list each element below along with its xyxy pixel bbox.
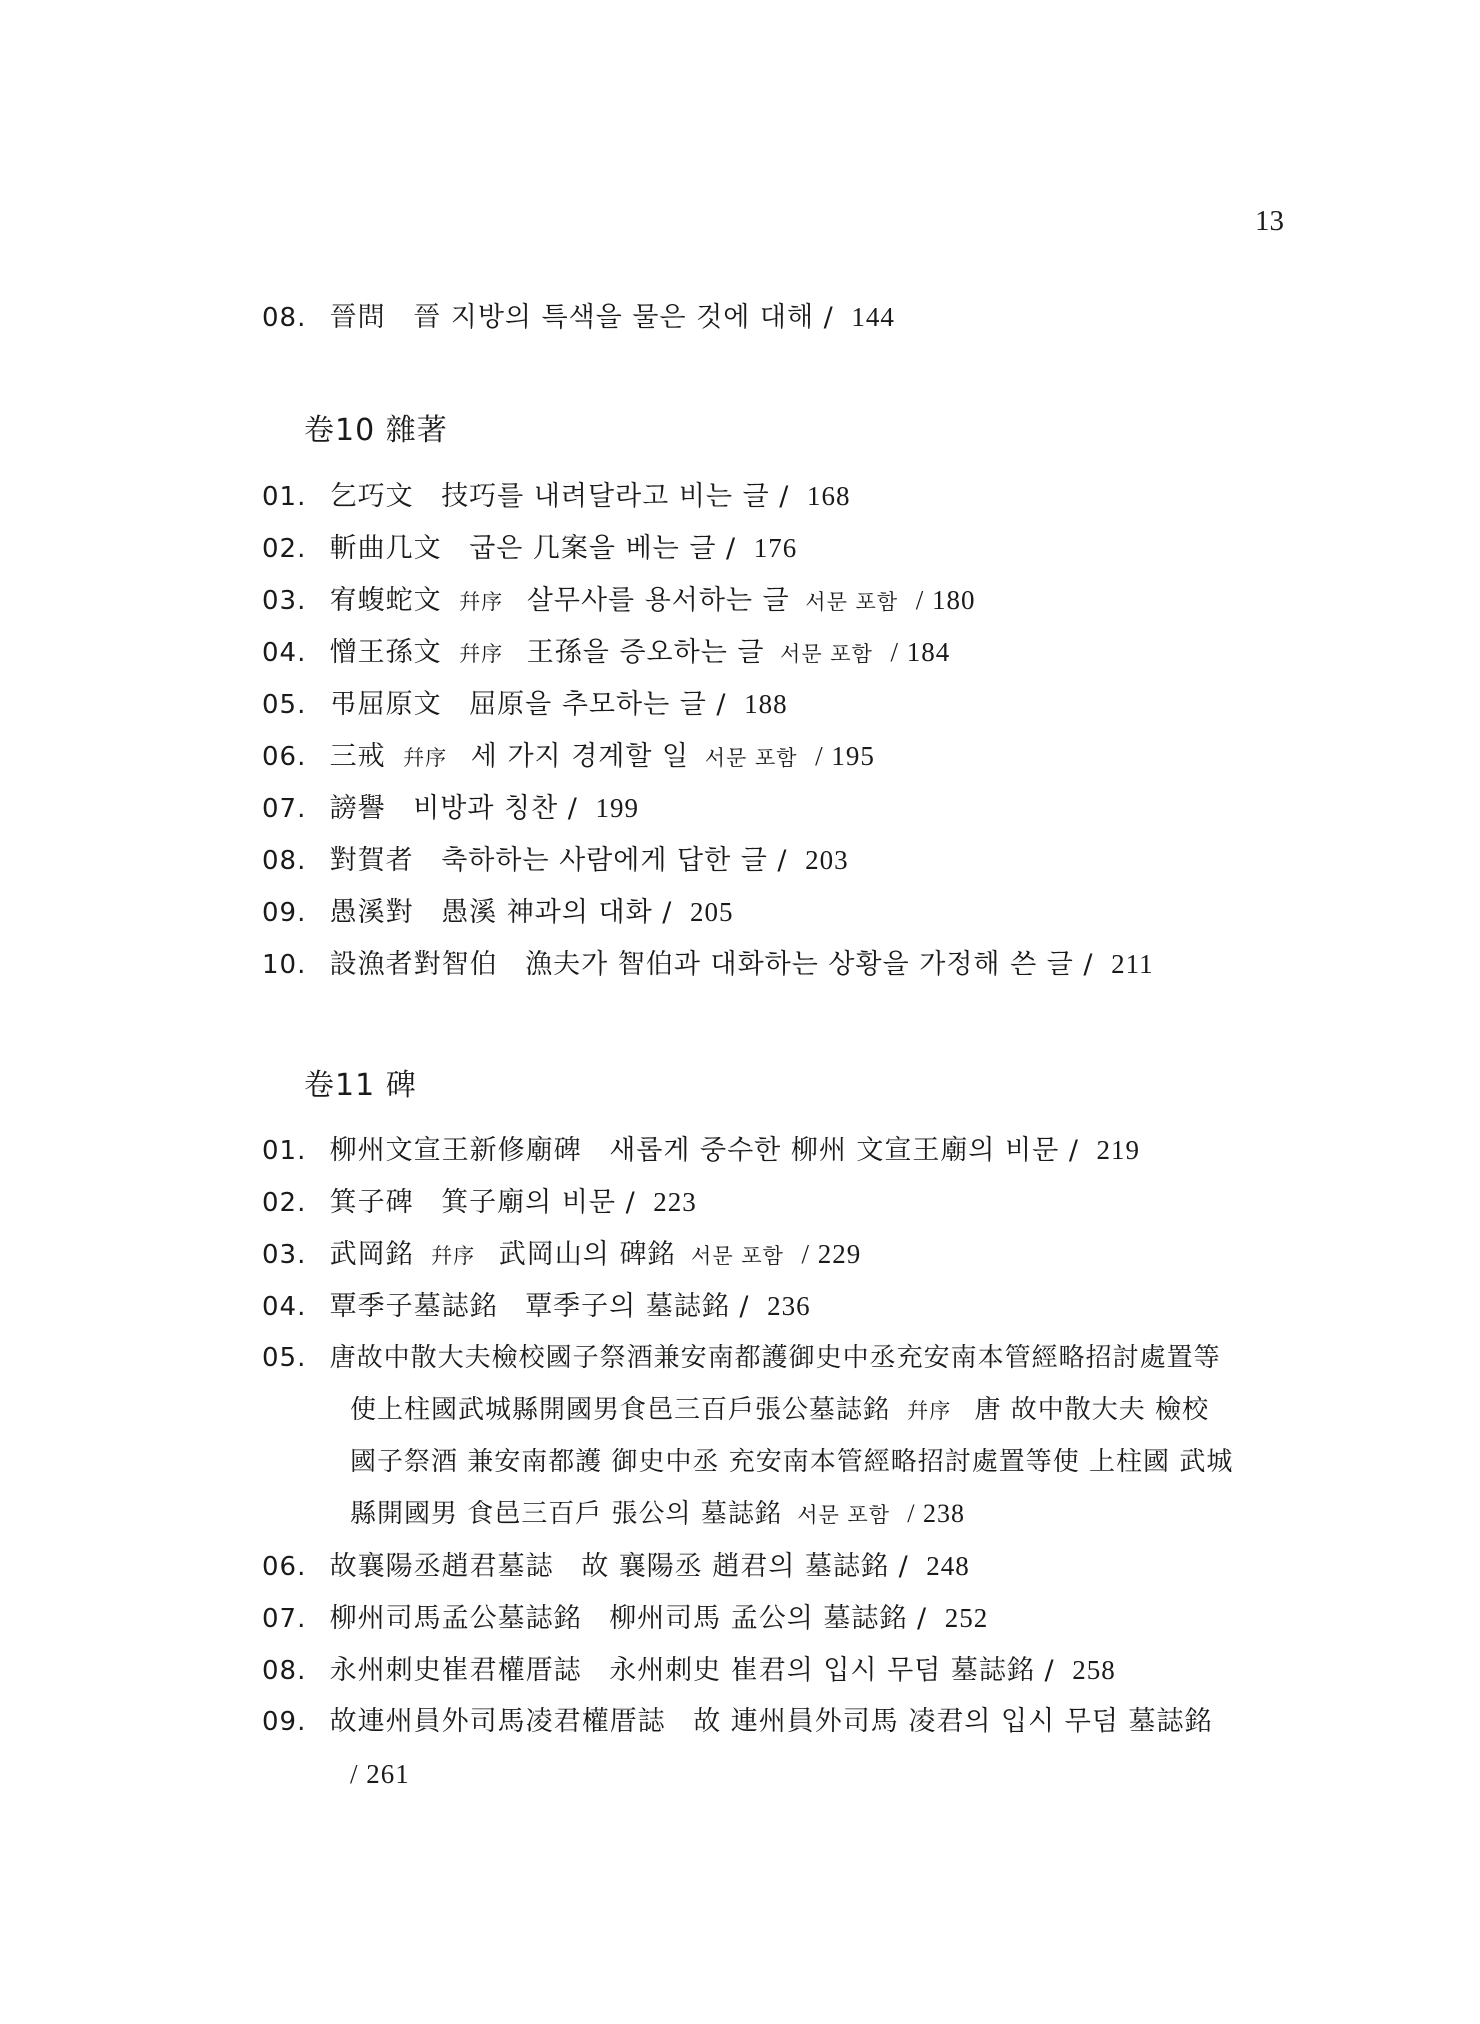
entry-number: 03. [262, 586, 307, 616]
entry-translation: 살무사를 용서하는 글 [526, 585, 790, 616]
entry-title: 永州刺史崔君權厝誌 [329, 1655, 582, 1686]
entry-page: / 261 [350, 1759, 410, 1789]
entry-translation-note: 서문 포함 [805, 590, 899, 614]
entry-translation: 技巧를 내려달라고 비는 글 / [441, 481, 790, 512]
toc-entry [262, 892, 733, 933]
toc-entry-continuation [350, 1754, 410, 1795]
entry-title: 愚溪對 [329, 897, 414, 928]
entry-page: 223 [653, 1187, 697, 1217]
entry-number: 05. [262, 690, 307, 720]
toc-entry [262, 476, 850, 517]
entry-title: 斬曲几文 [329, 533, 442, 564]
toc-entry-continuation [350, 1494, 965, 1535]
entry-number: 08. [262, 846, 307, 876]
entry-translation-note: 서문 포함 [691, 1244, 784, 1268]
toc-entry [262, 528, 797, 569]
entry-translation: 故 連州員外司馬 凌君의 입시 무덤 墓誌銘 [693, 1706, 1213, 1737]
entry-title: 乞巧文 [329, 481, 414, 512]
entry-translation-note: 서문 포함 [704, 746, 798, 770]
entry-number: 06. [262, 1552, 307, 1582]
entry-page: / 195 [815, 741, 875, 771]
entry-translation: 武岡山의 碑銘 [498, 1239, 676, 1270]
entry-page: 252 [944, 1603, 989, 1633]
toc-entry [262, 632, 950, 674]
toc-entry [262, 1234, 861, 1276]
entry-title: 覃季子墓誌銘 [329, 1291, 498, 1322]
toc-entry [262, 840, 849, 881]
entry-number: 09. [262, 898, 307, 928]
toc-entry-continuation [350, 1442, 1233, 1482]
toc-entry [262, 1286, 811, 1327]
entry-number: 08. [262, 1656, 307, 1686]
entry-translation: 柳州司馬 孟公의 墓誌銘 / [609, 1603, 928, 1634]
entry-number: 05. [262, 1343, 307, 1373]
entry-translation: 王孫을 증오하는 글 [526, 637, 765, 668]
entry-translation: 비방과 칭찬 / [413, 793, 578, 824]
entry-title: 武岡銘 [329, 1239, 414, 1270]
entry-page: 219 [1096, 1135, 1141, 1165]
entry-title: 使上柱國武城縣開國男食邑三百戶張公墓誌銘 [350, 1395, 891, 1425]
toc-entry [262, 1182, 697, 1223]
entry-page: 258 [1072, 1655, 1116, 1685]
entry-translation: 縣開國男 食邑三百戶 張公의 墓誌銘 [350, 1499, 782, 1529]
entry-number: 06. [262, 742, 307, 772]
entry-number: 03. [262, 1240, 307, 1270]
entry-title: 故襄陽丞趙君墓誌 [329, 1551, 554, 1582]
entry-page: 176 [753, 533, 798, 563]
entry-note: 幷序 [403, 746, 448, 770]
entry-title: 三戒 [329, 741, 386, 772]
entry-title: 憎王孫文 [329, 637, 442, 668]
toc-entry [262, 1702, 1213, 1742]
toc-entry [262, 1650, 1116, 1691]
toc-entry [262, 1546, 970, 1587]
entry-title: 設漁者對智伯 [329, 949, 498, 980]
entry-title: 對賀者 [329, 845, 414, 876]
entry-translation: 唐 故中散大夫 檢校 [974, 1395, 1210, 1425]
entry-note: 幷序 [459, 590, 504, 614]
entry-page: / 238 [907, 1499, 966, 1528]
entry-title: 柳州文宣王新修廟碑 [329, 1135, 582, 1166]
toc-entry [262, 1338, 1239, 1378]
entry-number: 02. [262, 1188, 307, 1218]
entry-number: 10. [262, 950, 307, 980]
entry-page: / 180 [915, 585, 976, 615]
entry-title: 柳州司馬孟公墓誌銘 [329, 1603, 582, 1634]
entry-translation: 箕子廟의 비문 / [441, 1187, 636, 1218]
entry-note: 幷序 [907, 1399, 952, 1423]
entry-number: 01. [262, 482, 307, 512]
entry-translation: 새롭게 중수한 柳州 文宣王廟의 비문 / [609, 1135, 1079, 1166]
page-number: 13 [1255, 205, 1284, 237]
entry-number: 04. [262, 638, 307, 668]
section-heading-11: 卷11 碑 [304, 1068, 417, 1103]
toc-entry [262, 788, 639, 829]
entry-translation-note: 서문 포함 [797, 1503, 891, 1527]
entry-page: 211 [1111, 949, 1154, 979]
entry-translation: 愚溪 神과의 대화 / [441, 897, 673, 928]
entry-title: 箕子碑 [329, 1187, 414, 1218]
entry-translation: 覃季子의 墓誌銘 / [525, 1291, 750, 1322]
entry-translation: 漁夫가 智伯과 대화하는 상황을 가정해 쓴 글 / [525, 949, 1094, 980]
entry-title: 晉問 [329, 302, 386, 333]
entry-page: 205 [689, 897, 734, 927]
entry-page: 188 [744, 689, 788, 719]
entry-translation: 굽은 几案을 베는 글 / [469, 533, 737, 564]
toc-entry [262, 297, 895, 338]
entry-translation-note: 서문 포함 [780, 642, 873, 666]
section-heading-10: 卷10 雜著 [304, 413, 448, 448]
entry-page: / 184 [890, 637, 951, 667]
entry-translation: 永州刺史 崔君의 입시 무덤 墓誌銘 / [609, 1655, 1055, 1686]
toc-entry-continuation [350, 1390, 1209, 1431]
entry-note: 幷序 [459, 642, 504, 666]
entry-title: 故連州員外司馬凌君權厝誌 [329, 1706, 666, 1737]
entry-number: 01. [262, 1136, 307, 1166]
entry-title: 弔屈原文 [329, 689, 442, 720]
entry-page: / 229 [801, 1239, 862, 1269]
entry-translation: 축하하는 사람에게 답한 글 / [441, 845, 788, 876]
entry-page: 203 [805, 845, 849, 875]
entry-title: 謗譽 [329, 793, 386, 824]
entry-translation: 屈原을 추모하는 글 / [469, 689, 727, 720]
entry-page: 168 [806, 481, 851, 511]
toc-entry [262, 736, 875, 778]
toc-entry [262, 1130, 1140, 1171]
entry-translation: 國子祭酒 兼安南都護 御史中丞 充安南本管經略招討處置等使 上柱國 武城 [350, 1447, 1234, 1477]
toc-entry [262, 1598, 988, 1639]
toc-entry [262, 580, 975, 622]
entry-page: 199 [595, 793, 639, 823]
entry-translation: 세 가지 경계할 일 [470, 741, 690, 772]
entry-translation: 故 襄陽丞 趙君의 墓誌銘 / [581, 1551, 909, 1582]
entry-translation: 晉 지방의 특색을 물은 것에 대해 / [413, 302, 834, 333]
entry-number: 09. [262, 1707, 307, 1737]
entry-number: 04. [262, 1292, 307, 1322]
entry-title: 宥蝮蛇文 [329, 585, 442, 616]
entry-number: 08. [262, 303, 307, 333]
entry-note: 幷序 [431, 1244, 476, 1268]
toc-entry [262, 944, 1154, 985]
entry-number: 07. [262, 794, 307, 824]
entry-number: 02. [262, 534, 307, 564]
toc-entry [262, 684, 788, 725]
entry-page: 248 [926, 1551, 970, 1581]
entry-page: 236 [767, 1291, 811, 1321]
entry-number: 07. [262, 1604, 307, 1634]
entry-title: 唐故中散大夫檢校國子祭酒兼安南都護御史中丞充安南本管經略招討處置等 [329, 1343, 1221, 1373]
entry-page: 144 [851, 302, 895, 332]
